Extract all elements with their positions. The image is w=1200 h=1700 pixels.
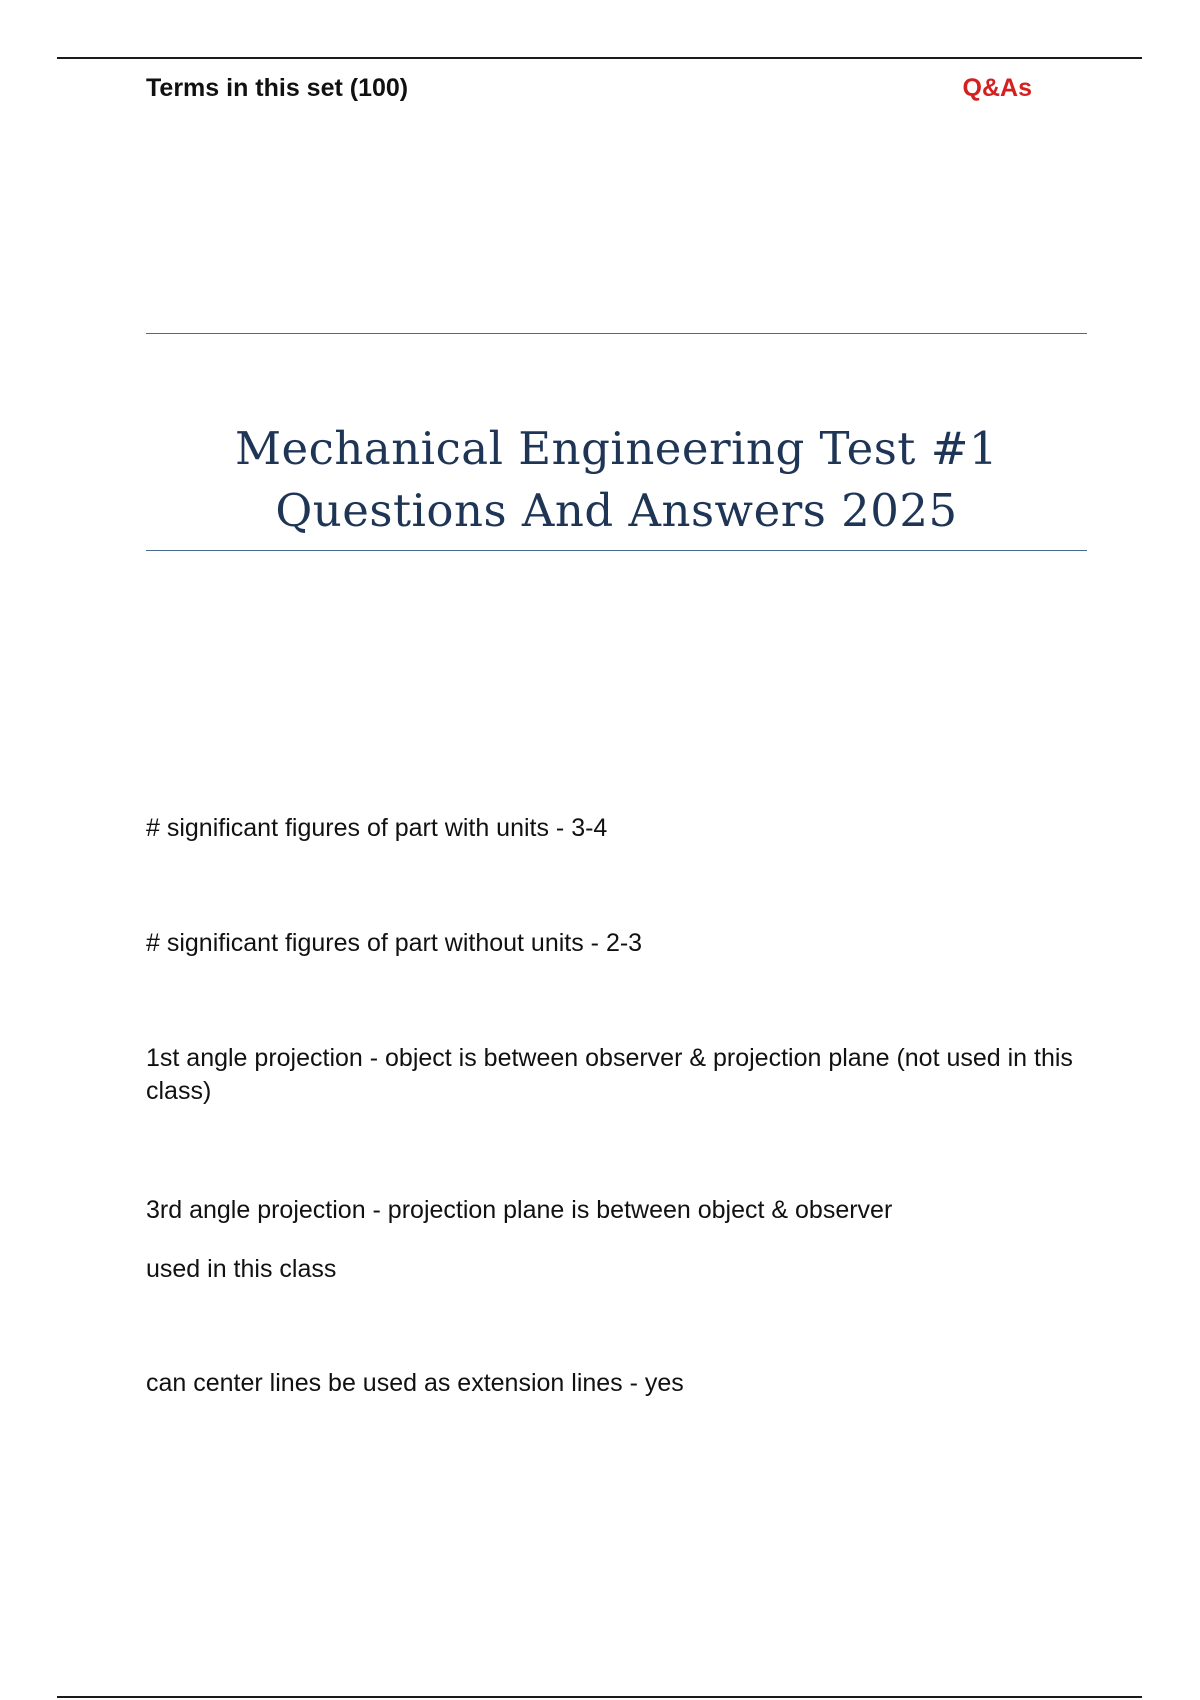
- bottom-page-rule: [57, 1696, 1142, 1698]
- qa-item: 3rd angle projection - projection plane is between object & observer: [146, 1196, 893, 1224]
- title-line-2: Questions And Answers 2025: [275, 484, 958, 537]
- qa-item-note: used in this class: [146, 1255, 337, 1283]
- qa-item: 1st angle projection - object is between observer & projection plane (not used in this class): [146, 1044, 1073, 1105]
- qa-item: # significant figures of part without units - 2-3: [146, 929, 643, 957]
- qa-tag: Q&As: [962, 74, 1032, 102]
- qa-item: # significant figures of part with units - 3-4: [146, 814, 608, 842]
- document-title: [146, 418, 1087, 542]
- page-header: [146, 74, 1032, 108]
- title-line-1: Mechanical Engineering Test #1: [234, 422, 999, 475]
- top-page-rule: [57, 57, 1142, 59]
- title-upper-rule: [146, 333, 1087, 334]
- qa-item: can center lines be used as extension lines - yes: [146, 1369, 684, 1397]
- terms-count-label: Terms in this set (100): [146, 74, 409, 102]
- title-lower-rule: [146, 550, 1087, 551]
